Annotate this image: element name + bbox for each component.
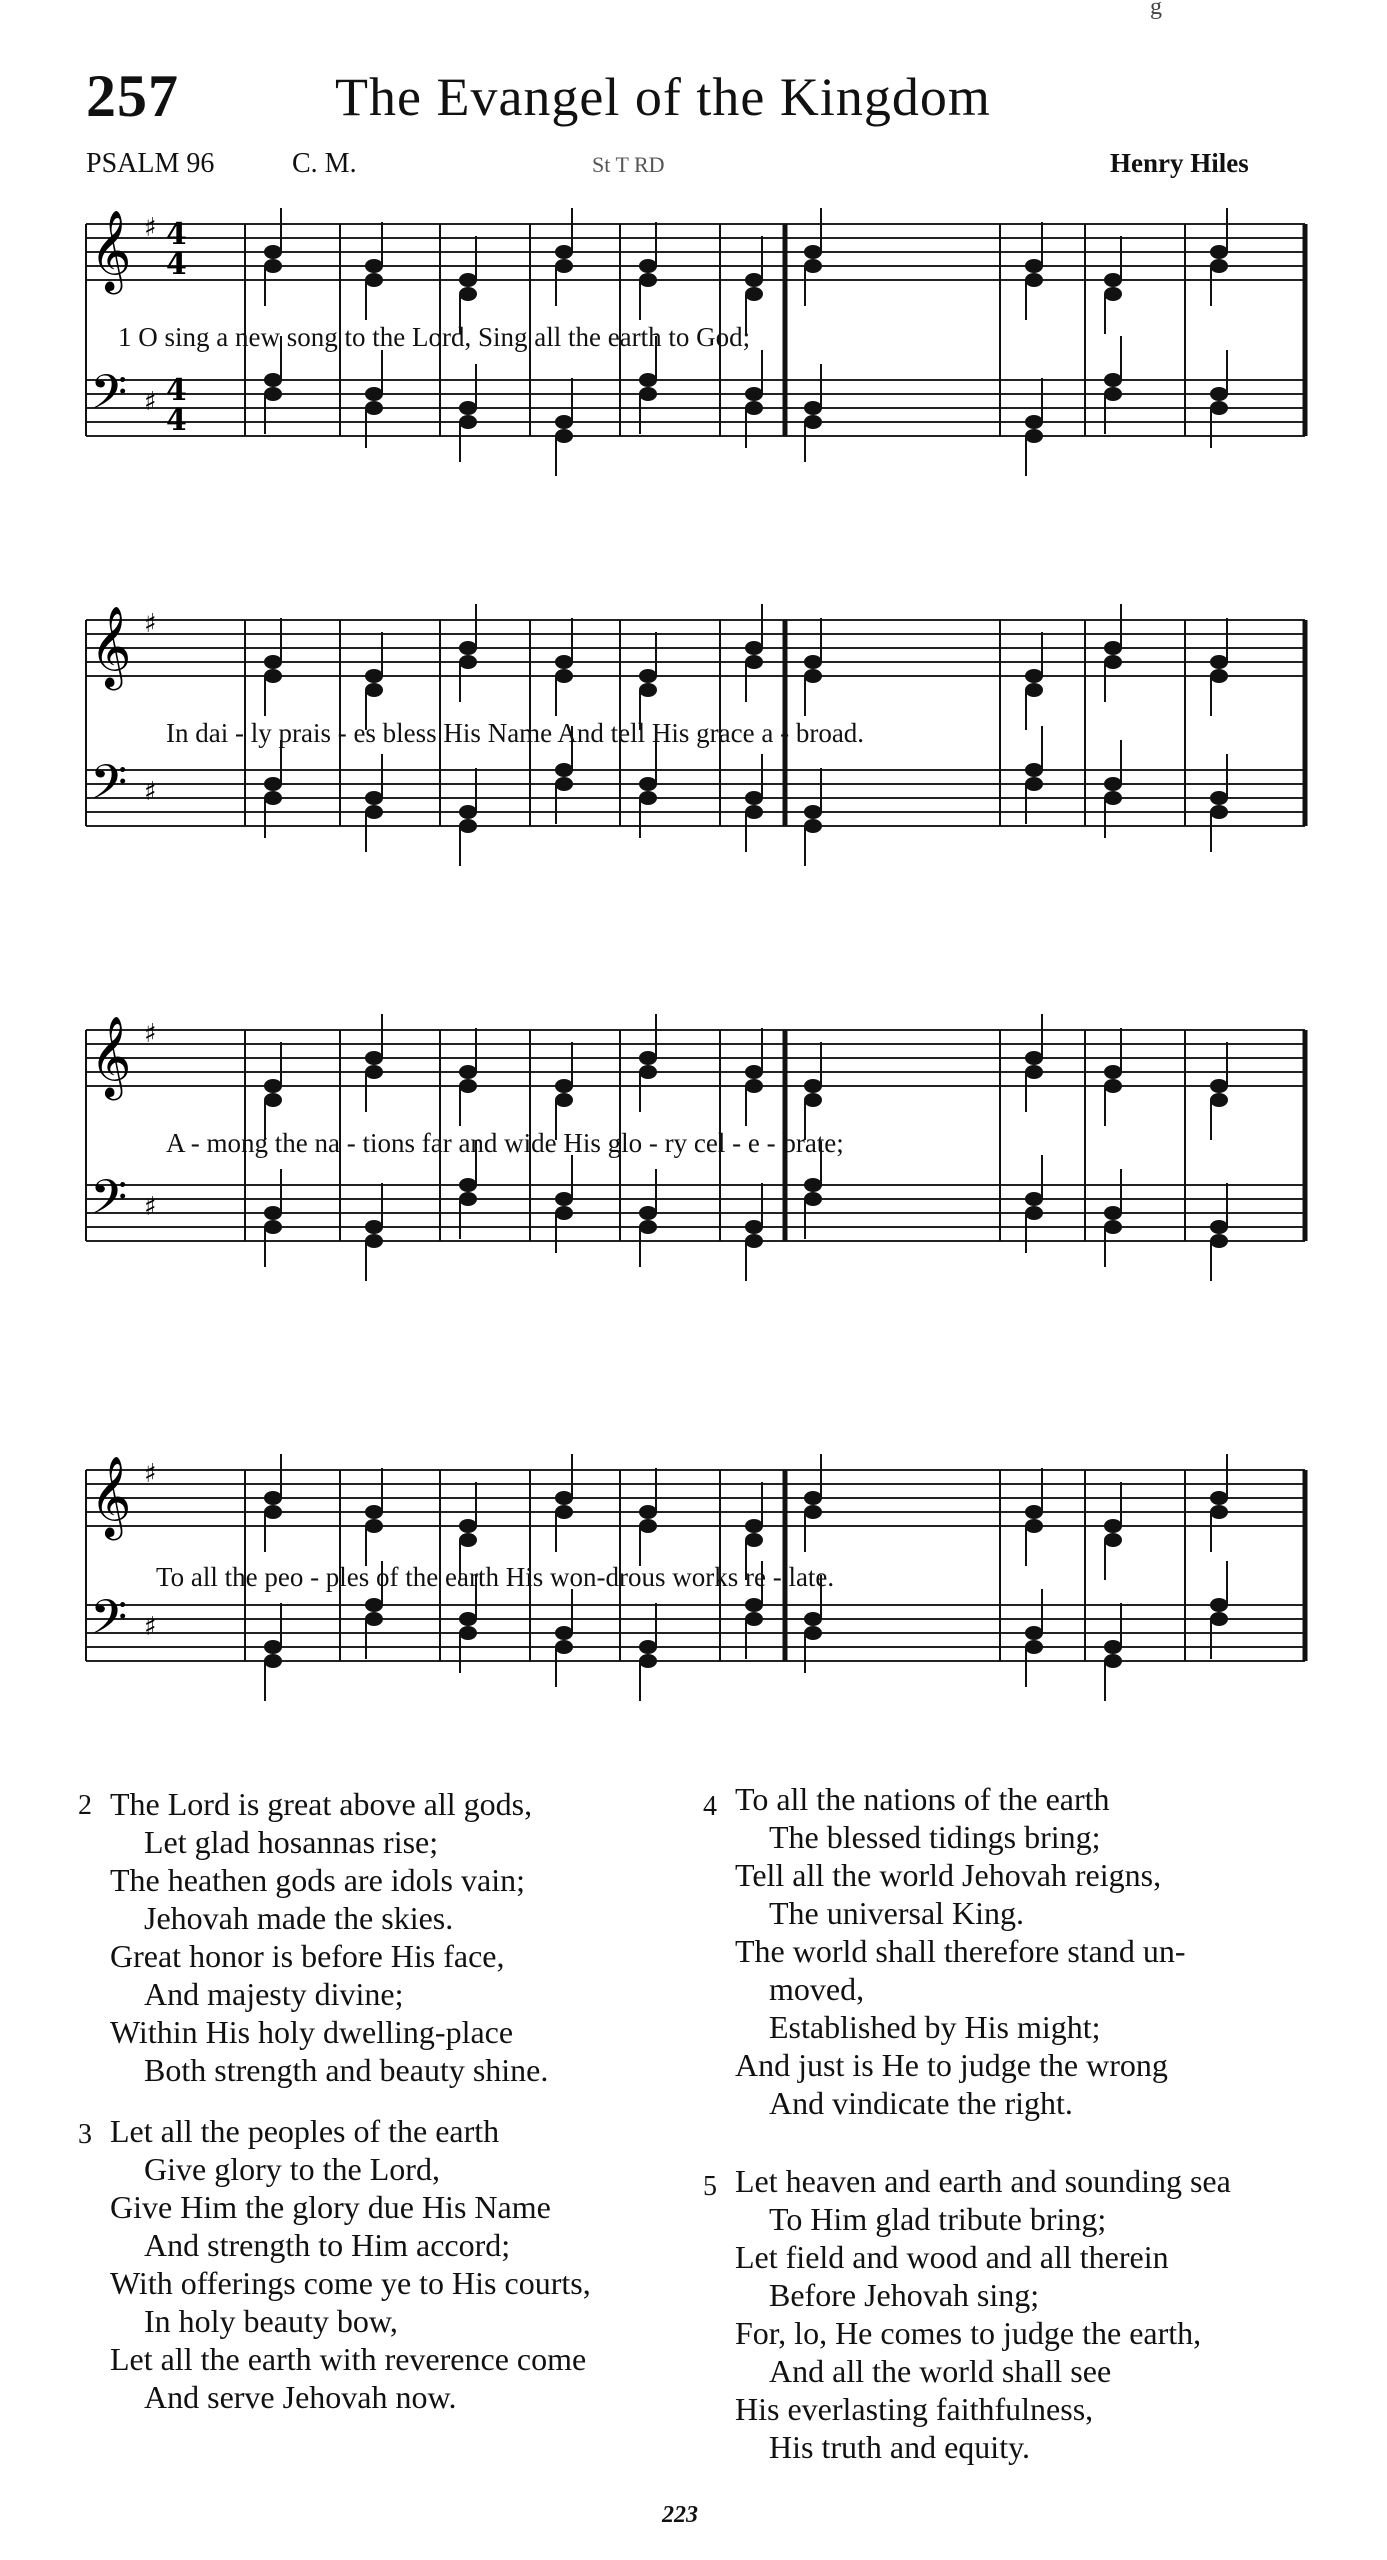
tune-name: St T RD xyxy=(592,152,665,177)
bass-clef-icon: 𝄢 xyxy=(90,1169,128,1237)
note-head xyxy=(639,273,657,287)
verse-line: Great honor is before His face, xyxy=(110,1938,505,1974)
note-head xyxy=(804,401,822,415)
note-head xyxy=(1025,1505,1043,1519)
sharp-icon: ♯ xyxy=(144,1192,157,1222)
note-head xyxy=(365,1598,383,1612)
note-head xyxy=(365,1612,383,1626)
verse-line: His everlasting faithfulness, xyxy=(735,2391,1094,2427)
note-head xyxy=(745,805,763,819)
note-head xyxy=(264,373,282,387)
note-head xyxy=(804,655,822,669)
note-head xyxy=(1104,387,1122,401)
verse-line: The universal King. xyxy=(769,1895,1025,1931)
note-head xyxy=(264,1505,282,1519)
note-head xyxy=(804,1079,822,1093)
note-head xyxy=(264,1491,282,1505)
note-head xyxy=(1210,1093,1228,1107)
note-head xyxy=(1025,1206,1043,1220)
time-signature: 4 xyxy=(166,217,187,252)
note-head xyxy=(264,669,282,683)
note-head xyxy=(264,655,282,669)
verse-line: Jehovah made the skies. xyxy=(144,1900,454,1936)
note-head xyxy=(1104,1519,1122,1533)
note-head xyxy=(1210,1505,1228,1519)
note-head xyxy=(1025,1626,1043,1640)
note-head xyxy=(804,1093,822,1107)
note-head xyxy=(264,1654,282,1668)
note-head xyxy=(264,259,282,273)
note-head xyxy=(555,245,573,259)
verse-line: Let glad hosannas rise; xyxy=(144,1824,439,1860)
note-head xyxy=(459,1192,477,1206)
verse-3 xyxy=(78,2112,591,2416)
note-head xyxy=(1025,1065,1043,1079)
verse-number: 4 xyxy=(703,1791,717,1822)
note-head xyxy=(639,387,657,401)
note-head xyxy=(639,1654,657,1668)
note-head xyxy=(365,259,383,273)
note-head xyxy=(1210,1491,1228,1505)
verse-line: The heathen gods are idols vain; xyxy=(110,1862,525,1898)
verse-line: The world shall therefore stand un- xyxy=(735,1933,1186,1969)
note-head xyxy=(555,1079,573,1093)
note-head xyxy=(459,401,477,415)
note-head xyxy=(1210,1079,1228,1093)
note-head xyxy=(1210,669,1228,683)
verse-line: Within His holy dwelling-place xyxy=(110,2014,514,2050)
treble-clef-icon: 𝄞 xyxy=(90,1015,132,1097)
note-head xyxy=(459,1519,477,1533)
note-head xyxy=(804,1505,822,1519)
treble-clef-icon: 𝄞 xyxy=(90,1455,132,1537)
verse-line: Before Jehovah sing; xyxy=(769,2277,1040,2313)
note-head xyxy=(555,777,573,791)
verse-line: The Lord is great above all gods, xyxy=(110,1786,533,1822)
verse-number: 2 xyxy=(78,1790,92,1821)
verse-line: Tell all the world Jehovah reigns, xyxy=(735,1857,1162,1893)
note-head xyxy=(639,1640,657,1654)
note-head xyxy=(639,259,657,273)
note-head xyxy=(1210,655,1228,669)
page-top-mark: g xyxy=(1150,0,1162,20)
note-head xyxy=(1210,387,1228,401)
note-head xyxy=(804,415,822,429)
note-head xyxy=(1025,1519,1043,1533)
note-head xyxy=(1104,373,1122,387)
verse-line: Let field and wood and all therein xyxy=(735,2239,1169,2275)
note-head xyxy=(1104,655,1122,669)
note-head xyxy=(459,1626,477,1640)
system-3-lyrics: A - mong the na - tions far and wide His glo - ry cel - e - brate; xyxy=(166,1128,844,1158)
hymn-number: 257 xyxy=(86,63,179,129)
verse-2 xyxy=(78,1785,549,2089)
note-head xyxy=(804,1626,822,1640)
note-head xyxy=(1104,641,1122,655)
note-head xyxy=(365,1220,383,1234)
system-1-lyrics: 1 O sing a new song to the Lord, Sing all the earth to God; xyxy=(118,322,751,352)
note-head xyxy=(264,1079,282,1093)
note-head xyxy=(555,655,573,669)
note-head xyxy=(1025,1192,1043,1206)
note-head xyxy=(639,373,657,387)
bass-clef-icon: 𝄢 xyxy=(90,1589,128,1657)
note-head xyxy=(459,805,477,819)
note-head xyxy=(804,819,822,833)
note-head xyxy=(1210,1598,1228,1612)
note-head xyxy=(555,1206,573,1220)
note-head xyxy=(745,1519,763,1533)
note-head xyxy=(1210,259,1228,273)
note-head xyxy=(804,1491,822,1505)
note-head xyxy=(1104,791,1122,805)
verse-line: Let all the earth with reverence come xyxy=(110,2341,587,2377)
note-head xyxy=(745,401,763,415)
verse-number: 3 xyxy=(78,2119,92,2150)
note-head xyxy=(639,1065,657,1079)
note-head xyxy=(555,1093,573,1107)
verse-line: moved, xyxy=(769,1971,865,2007)
treble-clef-icon: 𝄞 xyxy=(90,605,132,687)
note-head xyxy=(459,655,477,669)
verse-line: And all the world shall see xyxy=(769,2353,1112,2389)
note-head xyxy=(365,1505,383,1519)
verse-number: 5 xyxy=(703,2171,717,2202)
note-head xyxy=(264,1093,282,1107)
note-head xyxy=(639,1051,657,1065)
note-head xyxy=(365,273,383,287)
note-head xyxy=(264,1220,282,1234)
note-head xyxy=(804,1178,822,1192)
note-head xyxy=(1104,1065,1122,1079)
note-head xyxy=(745,791,763,805)
note-head xyxy=(1210,1612,1228,1626)
note-head xyxy=(264,1640,282,1654)
note-head xyxy=(264,791,282,805)
note-head xyxy=(365,1234,383,1248)
note-head xyxy=(1210,245,1228,259)
note-head xyxy=(1104,1220,1122,1234)
meter-label: C. M. xyxy=(292,148,357,179)
note-head xyxy=(745,655,763,669)
note-head xyxy=(639,669,657,683)
note-head xyxy=(365,791,383,805)
note-head xyxy=(555,1640,573,1654)
verse-line: In holy beauty bow, xyxy=(144,2303,398,2339)
note-head xyxy=(555,415,573,429)
sharp-icon: ♯ xyxy=(144,609,157,639)
verse-4 xyxy=(703,1780,1186,2122)
note-head xyxy=(1025,669,1043,683)
verse-line: Give glory to the Lord, xyxy=(144,2151,440,2187)
note-head xyxy=(804,669,822,683)
note-head xyxy=(1025,763,1043,777)
note-head xyxy=(1025,259,1043,273)
note-head xyxy=(1025,429,1043,443)
note-head xyxy=(804,259,822,273)
sharp-icon: ♯ xyxy=(144,777,157,807)
verse-line: And serve Jehovah now. xyxy=(144,2379,457,2415)
note-head xyxy=(745,1079,763,1093)
time-signature: 4 xyxy=(166,247,187,282)
note-head xyxy=(555,1192,573,1206)
note-head xyxy=(745,273,763,287)
note-head xyxy=(459,819,477,833)
note-head xyxy=(639,1505,657,1519)
note-head xyxy=(639,1519,657,1533)
verse-line: Let all the peoples of the earth xyxy=(110,2113,500,2149)
note-head xyxy=(365,1065,383,1079)
verse-5 xyxy=(703,2162,1231,2466)
note-head xyxy=(1210,805,1228,819)
verse-line: His truth and equity. xyxy=(769,2429,1030,2465)
note-head xyxy=(264,1206,282,1220)
note-head xyxy=(459,273,477,287)
note-head xyxy=(1104,1654,1122,1668)
note-head xyxy=(264,777,282,791)
note-head xyxy=(459,1178,477,1192)
note-head xyxy=(1025,1051,1043,1065)
note-head xyxy=(804,245,822,259)
note-head xyxy=(264,387,282,401)
note-head xyxy=(745,1533,763,1547)
verse-line: Give Him the glory due His Name xyxy=(110,2189,551,2225)
page-number: 223 xyxy=(662,2502,698,2528)
note-head xyxy=(1104,273,1122,287)
verse-line: And just is He to judge the wrong xyxy=(735,2047,1168,2083)
hymn-title: The Evangel of the Kingdom xyxy=(335,67,991,127)
note-head xyxy=(1025,683,1043,697)
note-head xyxy=(1104,287,1122,301)
note-head xyxy=(1210,791,1228,805)
note-head xyxy=(459,1065,477,1079)
verse-line: And majesty divine; xyxy=(144,1976,404,2012)
verse-line: To all the nations of the earth xyxy=(735,1781,1110,1817)
note-head xyxy=(639,1220,657,1234)
system-4-lyrics: To all the peo - ples of the earth His won-drous works re - late. xyxy=(156,1562,835,1592)
note-head xyxy=(555,763,573,777)
note-head xyxy=(745,387,763,401)
bass-clef-icon: 𝄢 xyxy=(90,754,128,822)
note-head xyxy=(1104,1079,1122,1093)
note-head xyxy=(264,245,282,259)
verse-line: And vindicate the right. xyxy=(769,2085,1073,2121)
verse-line: Both strength and beauty shine. xyxy=(144,2052,549,2088)
sharp-icon: ♯ xyxy=(144,1019,157,1049)
note-head xyxy=(459,641,477,655)
verse-line: With offerings come ye to His courts, xyxy=(110,2265,591,2301)
note-head xyxy=(745,287,763,301)
note-head xyxy=(745,1598,763,1612)
note-head xyxy=(555,1626,573,1640)
note-head xyxy=(804,1612,822,1626)
verse-line: To Him glad tribute bring; xyxy=(769,2201,1107,2237)
note-head xyxy=(365,387,383,401)
note-head xyxy=(459,1533,477,1547)
note-head xyxy=(365,1051,383,1065)
sharp-icon: ♯ xyxy=(144,1612,157,1642)
verse-line: For, lo, He comes to judge the earth, xyxy=(735,2315,1202,2351)
verse-line: The blessed tidings bring; xyxy=(769,1819,1101,1855)
note-head xyxy=(639,777,657,791)
note-head xyxy=(1104,1206,1122,1220)
note-head xyxy=(745,1234,763,1248)
note-head xyxy=(555,1505,573,1519)
note-head xyxy=(1025,273,1043,287)
verse-line: Established by His might; xyxy=(769,2009,1101,2045)
note-head xyxy=(365,683,383,697)
note-head xyxy=(459,415,477,429)
note-head xyxy=(745,1065,763,1079)
note-head xyxy=(1210,1234,1228,1248)
note-head xyxy=(804,805,822,819)
note-head xyxy=(555,1491,573,1505)
note-head xyxy=(365,1519,383,1533)
verse-line: Let heaven and earth and sounding sea xyxy=(735,2163,1231,2199)
bass-clef-icon: 𝄢 xyxy=(90,364,128,432)
note-head xyxy=(745,1612,763,1626)
time-signature: 4 xyxy=(166,403,187,438)
psalm-reference: PSALM 96 xyxy=(86,148,215,179)
note-head xyxy=(639,791,657,805)
note-head xyxy=(365,401,383,415)
note-head xyxy=(459,1612,477,1626)
sharp-icon: ♯ xyxy=(144,387,157,417)
note-head xyxy=(1210,1220,1228,1234)
sharp-icon: ♯ xyxy=(144,1459,157,1489)
note-head xyxy=(1104,1533,1122,1547)
note-head xyxy=(555,669,573,683)
note-head xyxy=(555,429,573,443)
note-head xyxy=(639,1206,657,1220)
note-head xyxy=(365,669,383,683)
note-head xyxy=(459,1079,477,1093)
note-head xyxy=(365,805,383,819)
note-head xyxy=(1025,777,1043,791)
note-head xyxy=(1104,1640,1122,1654)
sharp-icon: ♯ xyxy=(144,213,157,243)
note-head xyxy=(1210,401,1228,415)
note-head xyxy=(1025,415,1043,429)
note-head xyxy=(804,1192,822,1206)
verse-line: And strength to Him accord; xyxy=(144,2227,511,2263)
system-2-lyrics: In dai - ly prais - es bless His Name And tell His grace a - broad. xyxy=(166,718,865,748)
note-head xyxy=(555,259,573,273)
note-head xyxy=(1025,1640,1043,1654)
note-head xyxy=(459,287,477,301)
note-head xyxy=(639,683,657,697)
composer-name: Henry Hiles xyxy=(1110,148,1249,178)
note-head xyxy=(1104,777,1122,791)
time-signature: 4 xyxy=(166,373,187,408)
note-head xyxy=(745,641,763,655)
treble-clef-icon: 𝄞 xyxy=(90,209,132,291)
note-head xyxy=(745,1220,763,1234)
